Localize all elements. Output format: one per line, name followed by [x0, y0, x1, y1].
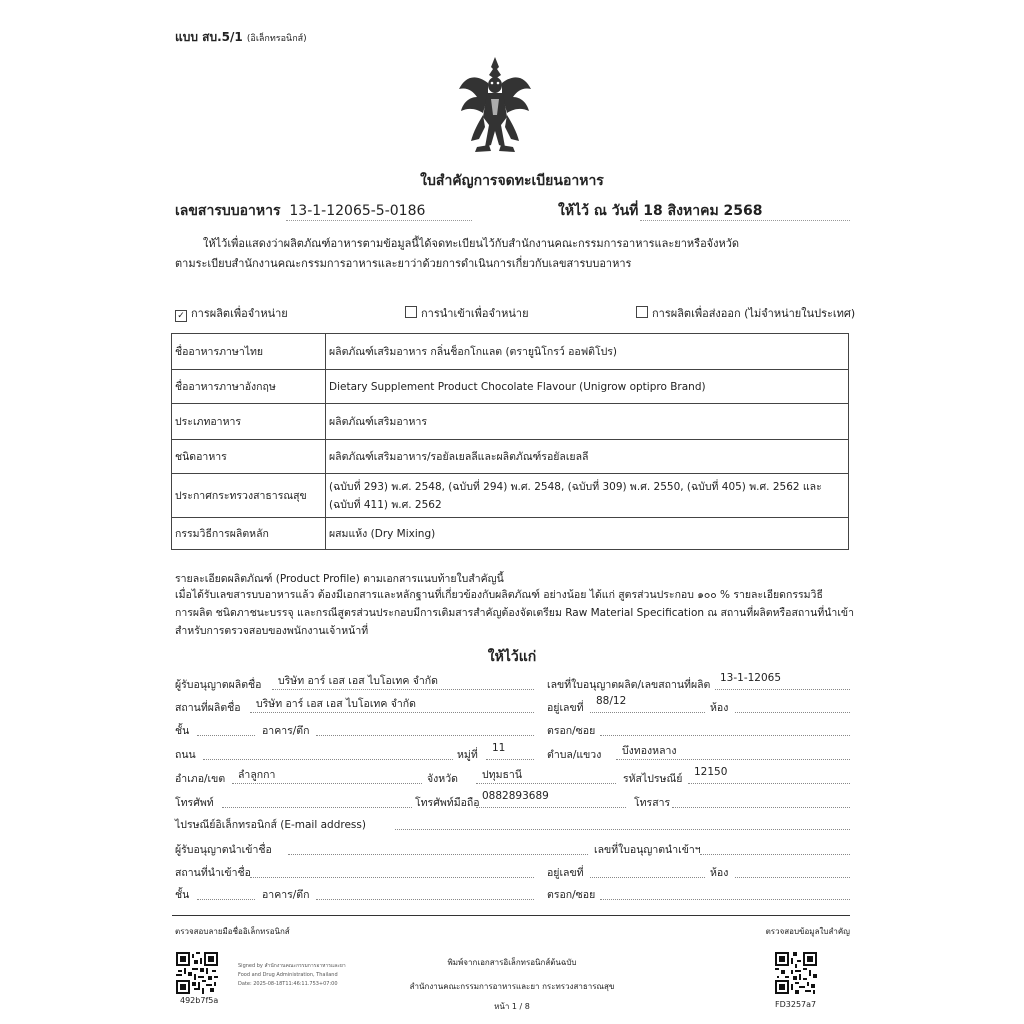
issued-date-value: 18 สิงหาคม 2568	[643, 203, 763, 219]
product-info-table	[171, 333, 849, 550]
building-label: อาคาร/ตึก	[262, 725, 310, 737]
district-label: อำเภอ/เขต	[175, 773, 226, 785]
checkbox-import-label: การนำเข้าเพื่อจำหน่าย	[421, 307, 529, 320]
row-value-thai-name: ผลิตภัณฑ์เสริมอาหาร กลิ่นช็อกโกแลต (ตรายูนิโกรว์ ออฟติโปร)	[326, 334, 849, 370]
province-label: จังหวัด	[427, 773, 458, 785]
checkbox-production[interactable]	[175, 304, 288, 322]
site-label: สถานที่ผลิตชื่อ	[175, 702, 241, 714]
mobile-value: 0882893689	[482, 790, 549, 802]
subdistrict-value: บึงทองหลาง	[622, 745, 677, 757]
checkbox-import[interactable]	[405, 304, 529, 322]
form-code-text: แบบ สบ.5/1	[175, 30, 243, 44]
printed-from-original: พิมพ์จากเอกสารอิเล็กทรอนิกส์ต้นฉบับ	[447, 958, 577, 967]
row-label-thai-name: ชื่ออาหารภาษาไทย	[172, 334, 326, 370]
province-value: ปทุมธานี	[482, 769, 522, 781]
import-license-line	[700, 854, 850, 855]
importer-line	[288, 854, 588, 855]
import-site-label: สถานที่นำเข้าชื่อ	[175, 867, 251, 879]
phone-line	[222, 807, 412, 808]
row-value-production-process: ผสมแห้ง (Dry Mixing)	[326, 518, 849, 550]
import-floor-label: ชั้น	[175, 889, 190, 901]
table-row	[172, 404, 849, 440]
profile-line-3: การผลิต ชนิดภาชนะบรรจุ และกรณีสูตรส่วนประกอบมีการเติมสารสำคัญต้องจัดเตรียม Raw Material Specification ณ สถานที่ผลิตหรือสถานที่นำเข้า	[175, 607, 854, 619]
issued-date	[558, 200, 763, 222]
row-label-food-type: ชนิดอาหาร	[172, 440, 326, 474]
import-room-label: ห้อง	[710, 867, 729, 879]
table-row	[172, 474, 849, 518]
checkbox-production-label: การผลิตเพื่อจำหน่าย	[191, 307, 288, 320]
checkbox-export-label: การผลิตเพื่อส่งออก (ไม่จำหน่ายในประเทศ)	[652, 307, 856, 320]
intro-line-1: ให้ไว้เพื่อแสดงว่าผลิตภัณฑ์อาหารตามข้อมูลนี้ได้จดทะเบียนไว้กับสำนักงานคณะกรรมการอาหารและยาหรือจังหวัด	[203, 237, 740, 250]
road-label: ถนน	[175, 749, 196, 761]
moo-value: 11	[492, 742, 506, 754]
email-line	[395, 829, 850, 830]
mobile-label: โทรศัพท์มือถือ	[415, 797, 480, 809]
row-value-ministry-notification: (ฉบับที่ 293) พ.ศ. 2548, (ฉบับที่ 294) พ.ศ. 2548, (ฉบับที่ 309) พ.ศ. 2550, (ฉบับที่ 405) พ.ศ. 2562 และ (ฉบับที่ 411) พ.ศ. 2562	[326, 474, 849, 518]
alley-label: ตรอก/ซอย	[547, 725, 596, 737]
import-license-label: เลขที่ใบอนุญาตนำเข้าฯ	[594, 844, 701, 856]
row-value-food-type: ผลิตภัณฑ์เสริมอาหาร/รอยัลเยลลีและผลิตภัณฑ์รอยัลเยลลี	[326, 440, 849, 474]
moo-label: หมู่ที่	[457, 749, 478, 761]
row-value-english-name: Dietary Supplement Product Chocolate Flavour (Unigrow optipro Brand)	[326, 370, 849, 404]
site-value: บริษัท อาร์ เอส เอส ไบโอเทค จำกัด	[256, 698, 416, 710]
row-value-food-category: ผลิตภัณฑ์เสริมอาหาร	[326, 404, 849, 440]
import-site-line	[250, 877, 534, 878]
fda-office-name: สำนักงานคณะกรรมการอาหารและยา กระทรวงสาธารณสุข	[409, 982, 615, 991]
issued-date-line	[640, 220, 850, 221]
table-row	[172, 370, 849, 404]
email-label: ไปรษณีย์อิเล็กทรอนิกส์ (E-mail address)	[175, 819, 366, 831]
footer-separator	[172, 915, 850, 916]
issued-date-label: ให้ไว้ ณ วันที่	[558, 203, 639, 219]
import-floor-line	[197, 899, 255, 900]
import-house-label: อยู่เลขที่	[547, 867, 584, 879]
postcode-line	[688, 783, 850, 784]
row-label-production-process: กรรมวิธีการผลิตหลัก	[172, 518, 326, 550]
row-label-ministry-notification: ประกาศกระทรวงสาธารณสุข	[172, 474, 326, 518]
signature-check-caption: ตรวจสอบลายมือชื่ออิเล็กทรอนิกส์	[175, 927, 290, 936]
registration-number-label: เลขสารบบอาหาร	[175, 203, 281, 219]
subdistrict-line	[616, 759, 850, 760]
registration-number-line	[286, 220, 472, 221]
site-line	[250, 712, 534, 713]
checkbox-production-box[interactable]: ✓	[175, 310, 187, 322]
checkbox-export[interactable]	[636, 304, 855, 322]
row-label-english-name: ชื่ออาหารภาษาอังกฤษ	[172, 370, 326, 404]
province-line	[476, 783, 616, 784]
fax-label: โทรสาร	[634, 797, 671, 809]
room-line	[735, 712, 850, 713]
import-building-label: อาคาร/ตึก	[262, 889, 310, 901]
postcode-label: รหัสไปรษณีย์	[623, 773, 683, 785]
profile-line-1: รายละเอียดผลิตภัณฑ์ (Product Profile) ตามเอกสารแนบท้ายใบสำคัญนี้	[175, 573, 504, 585]
district-value: ลำลูกกา	[238, 769, 276, 781]
import-building-line	[316, 899, 534, 900]
phone-label: โทรศัพท์	[175, 797, 214, 809]
subdistrict-label: ตำบล/แขวง	[547, 749, 602, 761]
signed-by-line-2: Food and Drug Administration, Thailand	[238, 972, 338, 978]
signed-by-line-1: Signed by สำนักงานคณะกรรมการอาหารและยา	[238, 963, 346, 969]
given-to-heading: ให้ไว้แก่	[487, 649, 537, 665]
house-number-value: 88/12	[596, 695, 627, 707]
import-alley-label: ตรอก/ซอย	[547, 889, 596, 901]
license-number-value: 13-1-12065	[720, 672, 782, 684]
licensee-line	[272, 689, 534, 690]
license-number-label: เลขที่ใบอนุญาตผลิต/เลขสถานที่ผลิต	[547, 679, 711, 691]
import-room-line	[735, 877, 850, 878]
registration-number	[175, 200, 425, 222]
road-line	[203, 759, 453, 760]
licensee-label: ผู้รับอนุญาตผลิตชื่อ	[175, 679, 262, 691]
moo-line	[486, 759, 534, 760]
import-alley-line	[600, 899, 850, 900]
signed-by-line-3: Date: 2025-08-18T11:46:11.753+07:00	[238, 981, 338, 987]
import-house-line	[590, 877, 705, 878]
licensee-value: บริษัท อาร์ เอส เอส ไบโอเทค จำกัด	[278, 675, 438, 687]
profile-line-4: สำหรับการตรวจสอบของพนักงานเจ้าหน้าที่	[175, 625, 369, 637]
page-number: หน้า 1 / 8	[494, 1002, 530, 1011]
alley-line	[600, 735, 850, 736]
table-row	[172, 334, 849, 370]
garuda-emblem-icon	[455, 55, 535, 155]
license-number-line	[715, 689, 850, 690]
fax-line	[672, 807, 850, 808]
certificate-qr-code-icon[interactable]	[775, 952, 817, 994]
table-row	[172, 440, 849, 474]
house-number-label: อยู่เลขที่	[547, 702, 584, 714]
postcode-value: 12150	[694, 766, 728, 778]
document-title: ใบสำคัญการจดทะเบียนอาหาร	[420, 173, 604, 189]
certificate-code: FD3257a7	[775, 1000, 817, 1009]
floor-label: ชั้น	[175, 725, 190, 737]
district-line	[232, 783, 422, 784]
table-row	[172, 518, 849, 550]
floor-line	[197, 735, 255, 736]
profile-line-2: เมื่อได้รับเลขสารบบอาหารแล้ว ต้องมีเอกสารและหลักฐานที่เกี่ยวข้องกับผลิตภัณฑ์ อย่างน้อย ได้แก่ สูตรส่วนประกอบ ๑๐๐ % รายละเอียดกรรมวิธี	[175, 589, 823, 601]
house-number-line	[590, 712, 705, 713]
row-label-food-category: ประเภทอาหาร	[172, 404, 326, 440]
building-line	[316, 735, 534, 736]
signature-code: 492b7f5a	[180, 996, 219, 1005]
intro-line-2: ตามระเบียบสำนักงานคณะกรรมการอาหารและยาว่าด้วยการดำเนินการเกี่ยวกับเลขสารบบอาหาร	[175, 257, 632, 270]
mobile-line	[476, 807, 626, 808]
checkbox-export-box[interactable]	[636, 306, 648, 318]
form-code-sub: (อิเล็กทรอนิกส์)	[246, 34, 307, 44]
room-label: ห้อง	[710, 702, 729, 714]
registration-number-value: 13-1-12065-5-0186	[289, 203, 426, 219]
certificate-check-caption: ตรวจสอบข้อมูลใบสำคัญ	[765, 927, 850, 936]
importer-label: ผู้รับอนุญาตนำเข้าชื่อ	[175, 844, 272, 856]
form-code	[175, 28, 307, 47]
checkbox-import-box[interactable]	[405, 306, 417, 318]
